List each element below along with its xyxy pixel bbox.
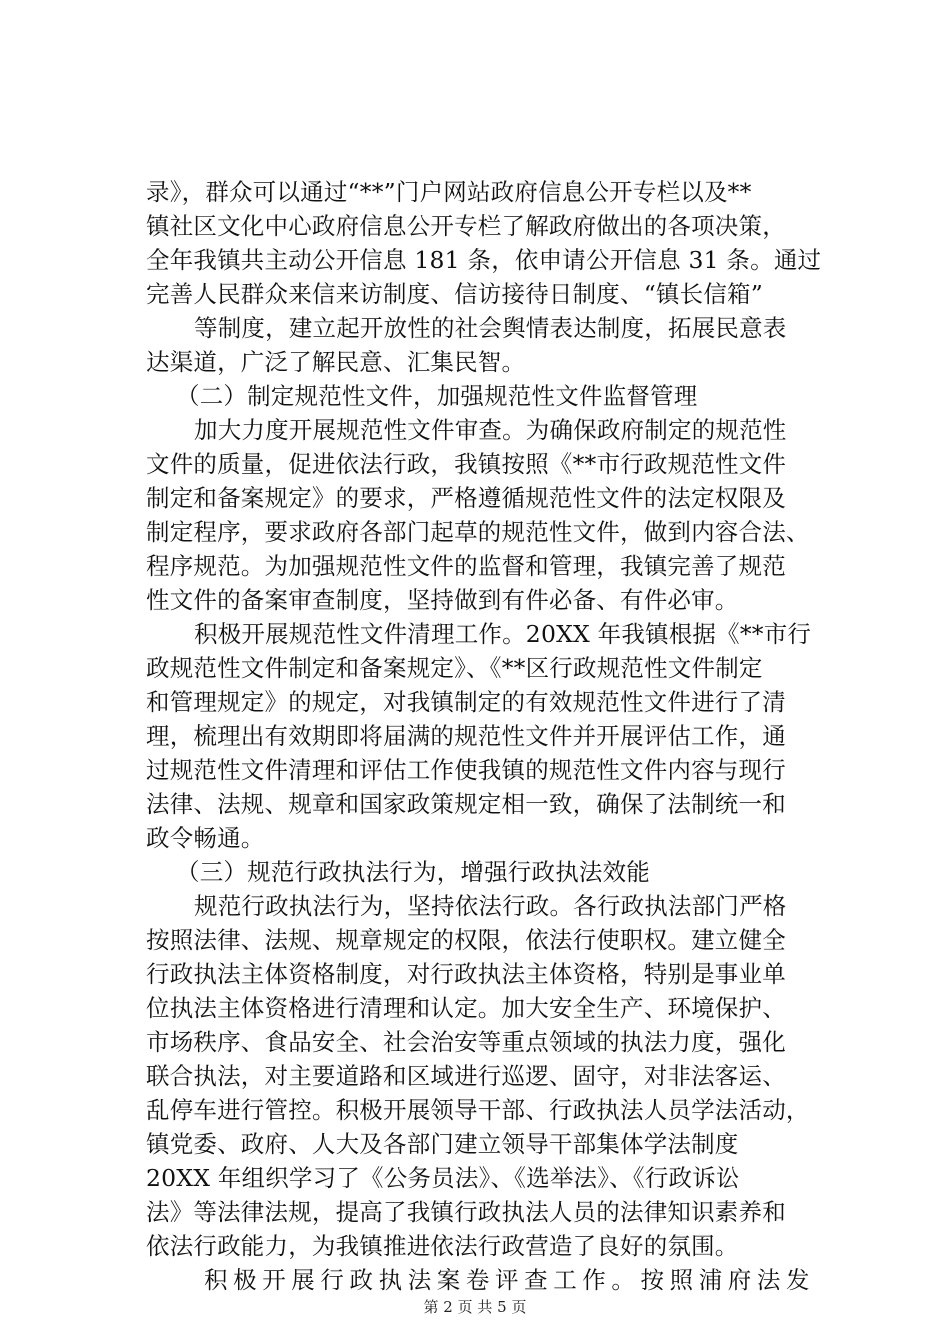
text-line: 加大力度开展规范性文件审查。为确保政府制定的规范性 <box>194 416 787 444</box>
text-line: 政令畅通。 <box>146 824 265 852</box>
text-line: 等制度，建立起开放性的社会舆情表达制度，拓展民意表 <box>194 314 787 342</box>
text-line: 完善人民群众来信来访制度、信访接待日制度、“镇长信箱” <box>146 280 763 308</box>
text-line: 制定和备案规定》的要求，严格遵循规范性文件的法定权限及 <box>146 484 786 512</box>
text-line: 法律、法规、规章和国家政策规定相一致，确保了法制统一和 <box>146 790 786 818</box>
text-line: 政规范性文件制定和备案规定》、《**区行政规范性文件制定 <box>146 654 763 682</box>
text-line: 理，梳理出有效期即将届满的规范性文件并开展评估工作，通 <box>146 722 786 750</box>
section-heading: （二）制定规范性文件，加强规范性文件监督管理 <box>176 382 698 410</box>
text-line: 达渠道，广泛了解民意、汇集民智。 <box>146 348 526 376</box>
text-line: 按照法律、法规、规章规定的权限，依法行使职权。建立健全 <box>146 926 786 954</box>
page-number-footer: 第 2 页 共 5 页 <box>423 1298 527 1316</box>
text-line: 位执法主体资格进行清理和认定。加大安全生产、环境保护、 <box>146 994 786 1022</box>
text-line: 乱停车进行管控。积极开展领导干部、行政执法人员学法活动， <box>146 1096 810 1124</box>
text-line: 镇党委、政府、人大及各部门建立领导干部集体学法制度 <box>146 1130 739 1158</box>
text-line: 程序规范。为加强规范性文件的监督和管理，我镇完善了规范 <box>146 552 786 580</box>
text-line: 文件的质量，促进依法行政，我镇按照《**市行政规范性文件 <box>146 450 787 478</box>
text-line: 法》等法律法规，提高了我镇行政执法人员的法律知识素养和 <box>146 1198 786 1226</box>
text-line: 录》，群众可以通过“**”门户网站政府信息公开专栏以及** <box>146 178 752 206</box>
text-line: 镇社区文化中心政府信息公开专栏了解政府做出的各项决策， <box>146 212 786 240</box>
text-line: 行政执法主体资格制度，对行政执法主体资格，特别是事业单 <box>146 960 786 988</box>
text-line: 制定程序，要求政府各部门起草的规范性文件，做到内容合法、 <box>146 518 810 546</box>
text-line: 联合执法，对主要道路和区域进行巡逻、固守，对非法客运、 <box>146 1062 786 1090</box>
text-line: 过规范性文件清理和评估工作使我镇的规范性文件内容与现行 <box>146 756 786 784</box>
text-line: 和管理规定》的规定，对我镇制定的有效规范性文件进行了清 <box>146 688 786 716</box>
text-line: 性文件的备案审查制度，坚持做到有件必备、有件必审。 <box>146 586 739 614</box>
text-line: 规范行政执法行为，坚持依法行政。各行政执法部门严格 <box>194 892 787 920</box>
text-line: 依法行政能力，为我镇推进依法行政营造了良好的氛围。 <box>146 1232 739 1260</box>
text-line: 积极开展规范性文件清理工作。20XX 年我镇根据《**市行 <box>194 620 812 648</box>
text-line: 20XX 年组织学习了《公务员法》、《选举法》、《行政诉讼 <box>146 1164 740 1192</box>
text-line: 市场秩序、食品安全、社会治安等重点领域的执法力度，强化 <box>146 1028 786 1056</box>
text-line: 积极开展行政执法案卷评查工作。按照浦府法发 <box>204 1266 816 1294</box>
section-heading: （三）规范行政执法行为，增强行政执法效能 <box>176 858 650 886</box>
text-line: 全年我镇共主动公开信息 181 条，依申请公开信息 31 条。通过 <box>146 246 822 274</box>
